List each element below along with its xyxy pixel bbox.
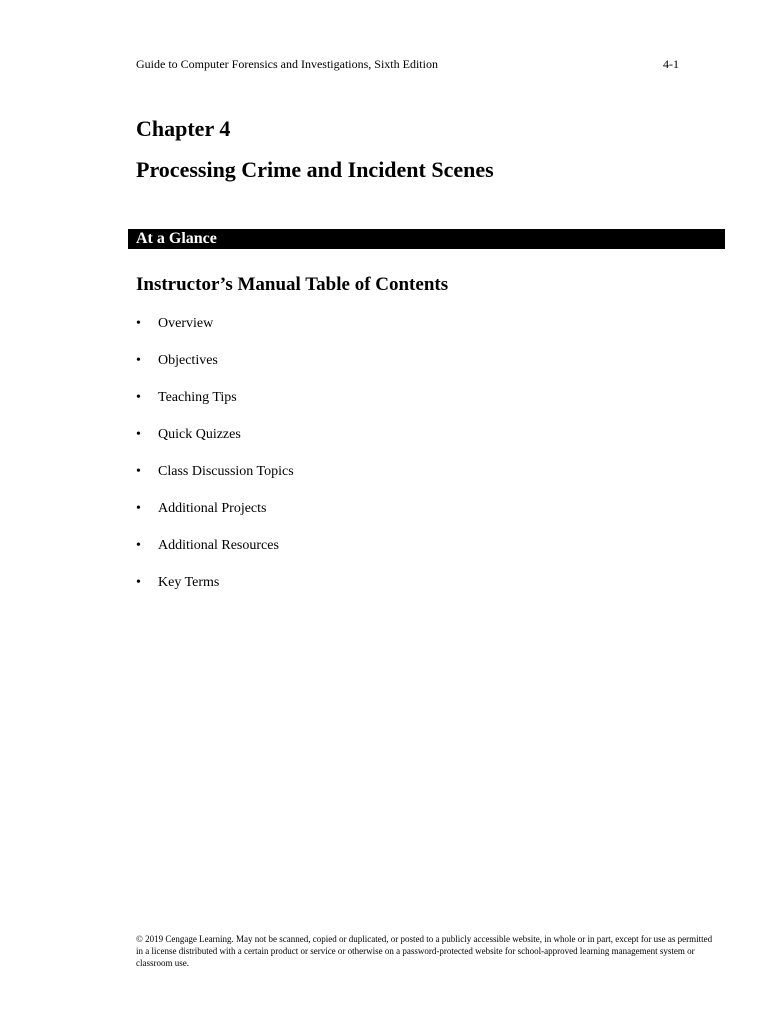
running-header xyxy=(136,55,679,73)
bullet-icon: • xyxy=(136,390,141,405)
book-title: Guide to Computer Forensics and Investigations, Sixth Edition xyxy=(136,57,438,71)
toc-item-class-discussion-topics: Class Discussion Topics xyxy=(158,464,294,479)
toc-item-overview: Overview xyxy=(158,316,214,331)
bullet-icon: • xyxy=(136,353,141,368)
toc-item-additional-projects: Additional Projects xyxy=(158,501,267,516)
bullet-icon: • xyxy=(136,316,141,331)
toc-heading: Instructor’s Manual Table of Contents xyxy=(136,274,449,295)
toc-item-key-terms: Key Terms xyxy=(158,575,220,590)
at-a-glance-bar xyxy=(128,229,725,249)
chapter-number: Chapter 4 xyxy=(136,116,231,141)
bullet-icon: • xyxy=(136,427,141,442)
page-number: 4-1 xyxy=(663,57,679,71)
at-a-glance-label: At a Glance xyxy=(136,230,217,247)
bullet-icon: • xyxy=(136,464,141,479)
toc-item-additional-resources: Additional Resources xyxy=(158,538,279,553)
bullet-icon: • xyxy=(136,538,141,553)
chapter-title: Processing Crime and Incident Scenes xyxy=(136,157,494,182)
bullet-icon: • xyxy=(136,501,141,516)
toc-item-teaching-tips: Teaching Tips xyxy=(158,390,237,405)
toc-item-objectives: Objectives xyxy=(158,353,218,368)
bullet-icon: • xyxy=(136,575,141,590)
toc-item-quick-quizzes: Quick Quizzes xyxy=(158,427,241,442)
copyright-notice: © 2019 Cengage Learning. May not be scanned, copied or duplicated, or posted to a publicly accessible website, in whole or in part, except for use as permitted in a license distributed with a certain product or service or otherwise on a password-protected website for school-approved learning management system or classroom use. xyxy=(136,934,713,968)
